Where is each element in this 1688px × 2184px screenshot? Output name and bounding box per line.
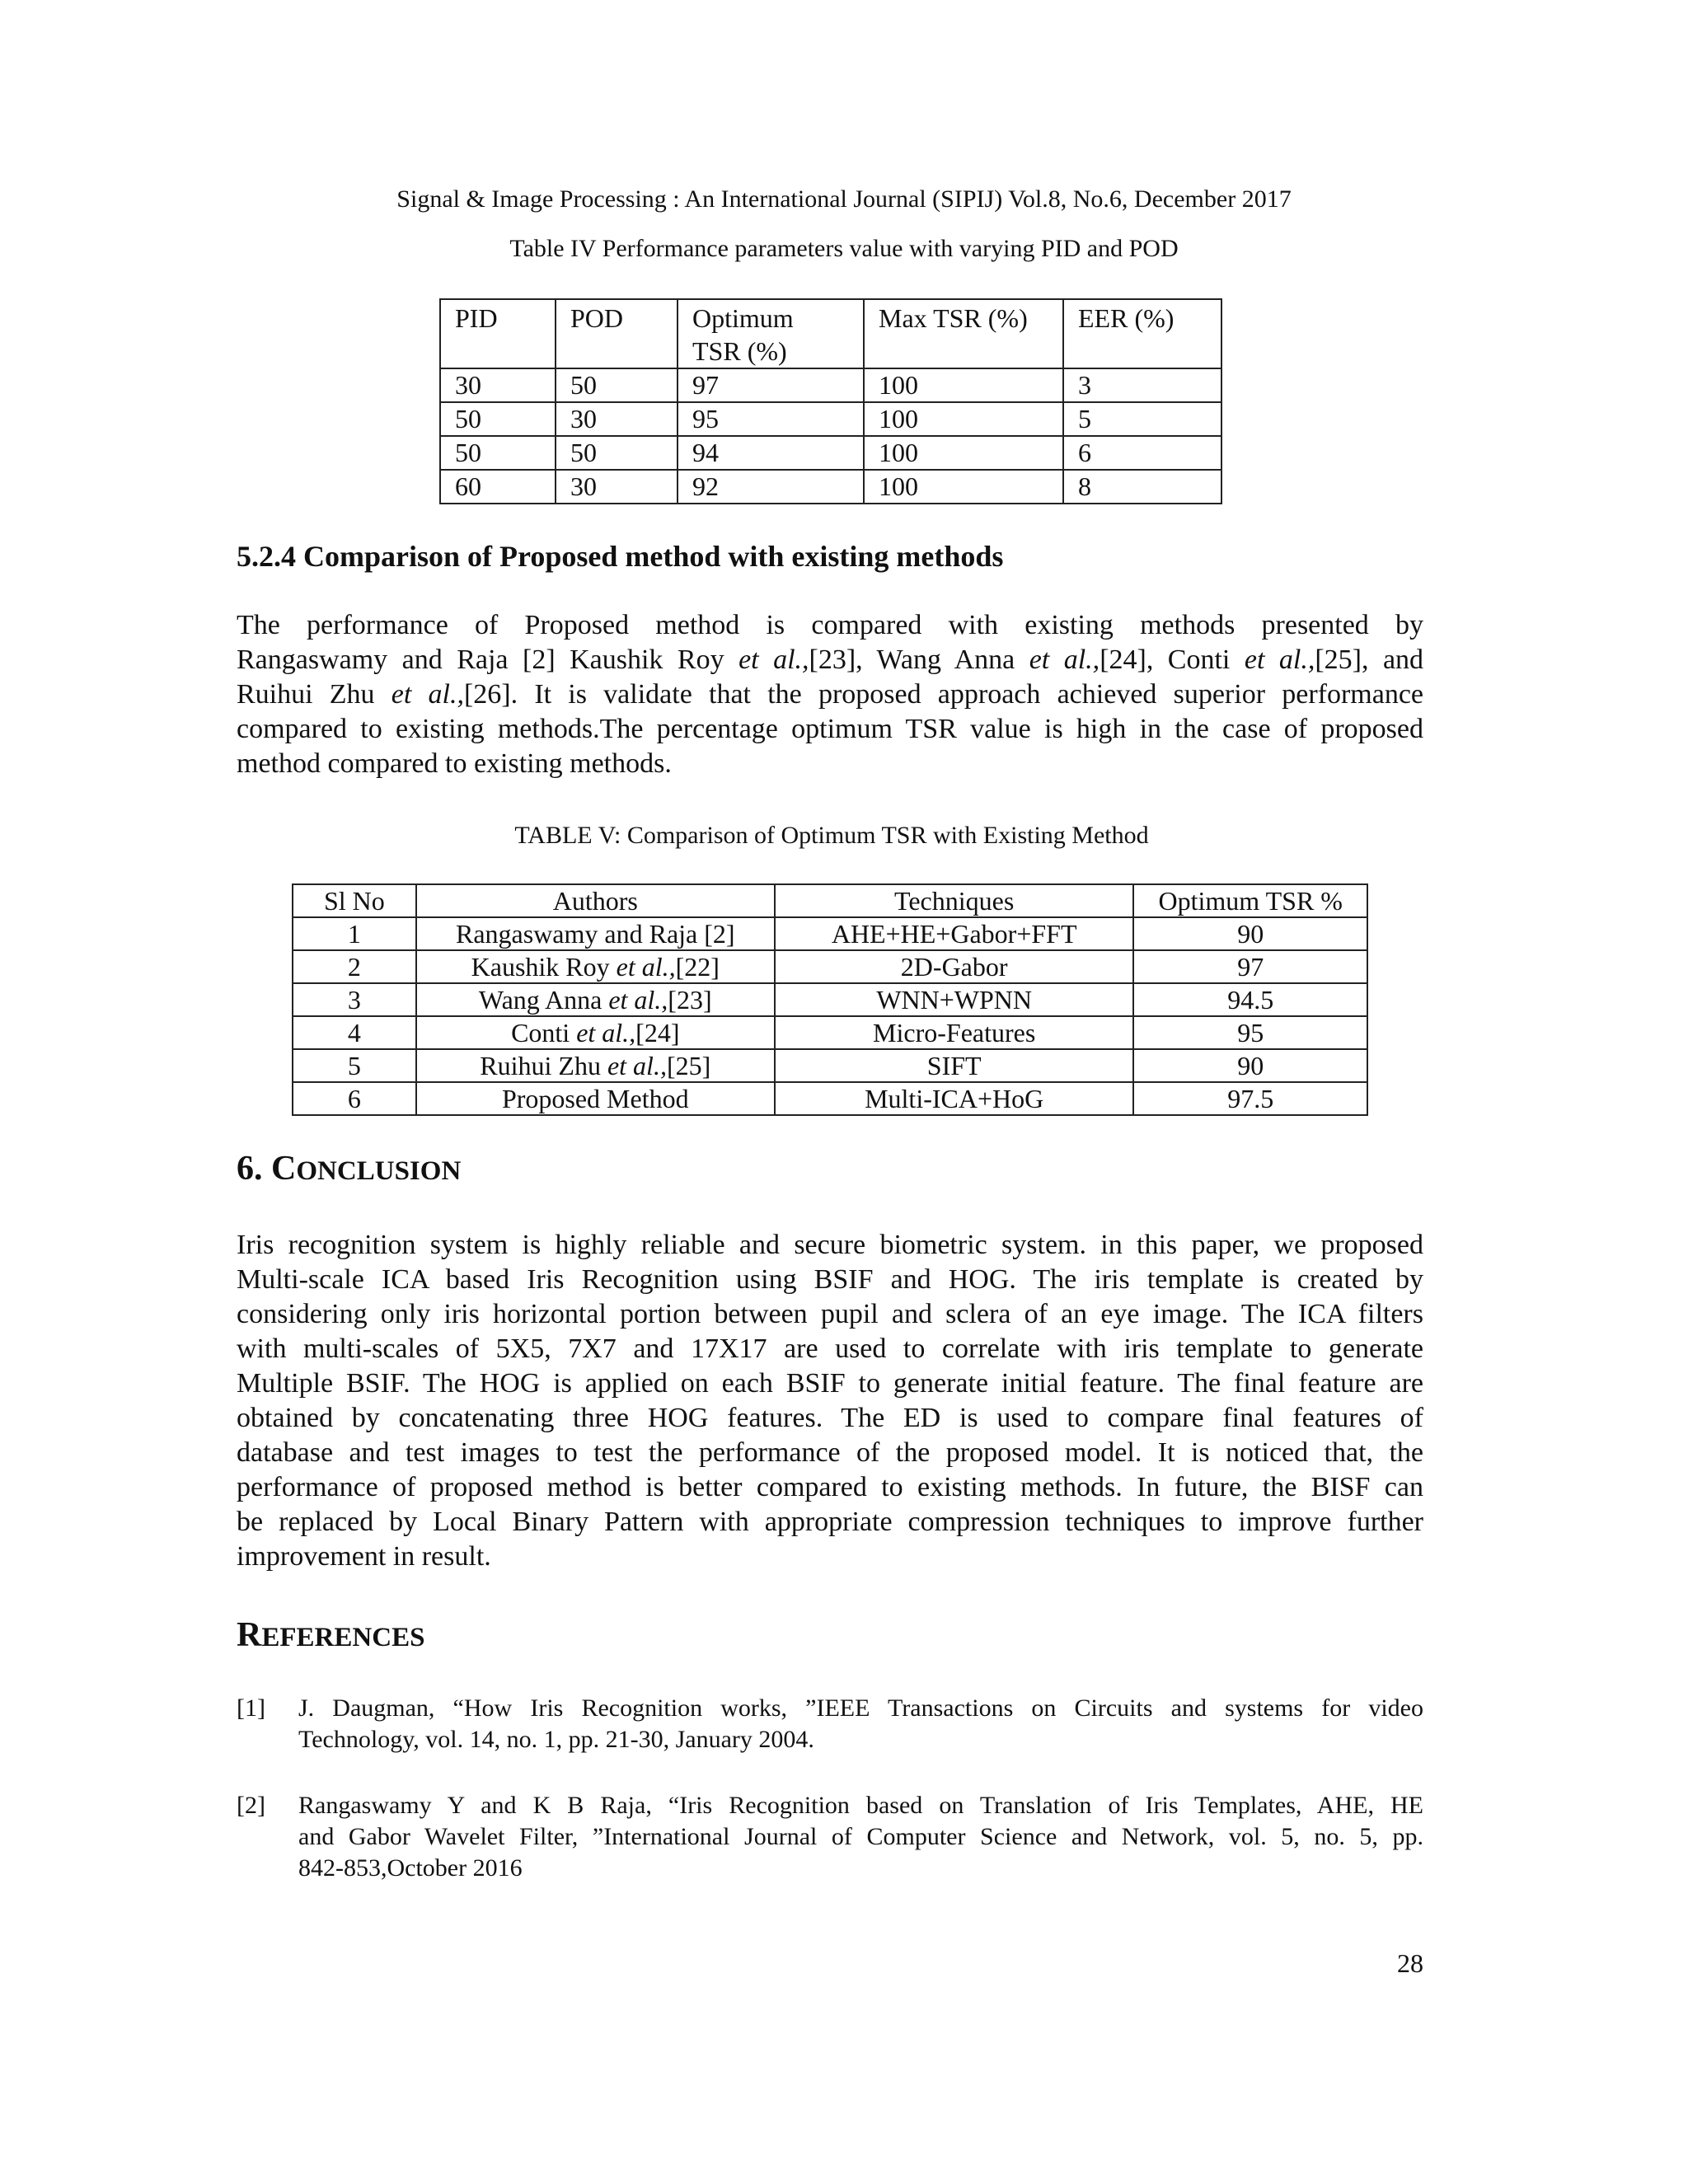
table-cell: 95: [1133, 1016, 1367, 1049]
table-header-cell: Max TSR (%): [864, 299, 1063, 368]
paragraph-line: improvement in result.: [237, 1541, 491, 1572]
table-header-cell: Optimum TSR %: [1133, 884, 1367, 917]
reference-line: J. Daugman, “How Iris Recognition works, ”IEEE Transactions on Circuits and systems for video: [298, 1694, 1423, 1722]
table-row: [293, 1016, 1367, 1049]
table-cell: 50: [556, 368, 678, 402]
table-cell: 30: [556, 470, 678, 504]
table-cell: 8: [1063, 470, 1221, 504]
conclusion-paragraph: [237, 1228, 1423, 1574]
table-cell: 6: [1063, 436, 1221, 470]
table-header-row: [293, 884, 1367, 917]
table-cell: 60: [440, 470, 556, 504]
table-row: [440, 368, 1221, 402]
table-cell: 3: [1063, 368, 1221, 402]
table-cell: Ruihui Zhu et al.,[25]: [416, 1049, 775, 1082]
table-cell: 30: [440, 368, 556, 402]
paragraph-line: compared to existing methods.The percentage optimum TSR value is high in the case of proposed: [237, 714, 1423, 744]
paragraph-line: Rangaswamy and Raja [2] Kaushik Roy et al.,[23], Wang Anna et al.,[24], Conti et al.,[25], and: [237, 644, 1424, 675]
paragraph-line: method compared to existing methods.: [237, 748, 672, 779]
table-row: [440, 402, 1221, 436]
table5-comparison-optimum-tsr: [292, 883, 1368, 1116]
paragraph-line: The performance of Proposed method is compared with existing methods presented by: [237, 610, 1423, 640]
table-cell: 4: [293, 1016, 416, 1049]
optimum-tsr-header-text: Optimum TSR (%): [692, 303, 794, 366]
table-cell: Micro-Features: [775, 1016, 1134, 1049]
paragraph-line: obtained by concatenating three HOG features. The ED is used to compare final features of: [237, 1403, 1423, 1433]
table-cell: Wang Anna et al.,[23]: [416, 983, 775, 1016]
paragraph-line: with multi-scales of 5X5, 7X7 and 17X17 are used to correlate with iris template to generate: [237, 1333, 1423, 1364]
paragraph-line: be replaced by Local Binary Pattern with appropriate compression techniques to improve further: [237, 1507, 1423, 1537]
references-heading: REFERENCES: [237, 1616, 425, 1654]
table4-performance-parameters: [439, 298, 1222, 504]
table-cell: Rangaswamy and Raja [2]: [416, 917, 775, 950]
reference-line: 842-853,October 2016: [298, 1854, 523, 1882]
table-cell: Proposed Method: [416, 1082, 775, 1115]
table-cell: 95: [678, 402, 864, 436]
table-cell: 2D-Gabor: [775, 950, 1134, 983]
comparison-paragraph: [237, 608, 1423, 781]
table-header-row: [440, 299, 1221, 368]
paragraph-line: database and test images to test the performance of the proposed model. It is noticed that, the: [237, 1437, 1423, 1468]
reference-number: [2]: [237, 1792, 265, 1819]
table-cell: 5: [1063, 402, 1221, 436]
table-row: [293, 1082, 1367, 1115]
table-cell: 92: [678, 470, 864, 504]
table-cell: Kaushik Roy et al.,[22]: [416, 950, 775, 983]
table-cell: 50: [556, 436, 678, 470]
table-header-cell: [678, 299, 864, 368]
table-header-cell: Authors: [416, 884, 775, 917]
table-cell: 3: [293, 983, 416, 1016]
table-cell: WNN+WPNN: [775, 983, 1134, 1016]
table-cell: SIFT: [775, 1049, 1134, 1082]
table-row: [293, 983, 1367, 1016]
table-row: [293, 1049, 1367, 1082]
table-cell: 100: [864, 368, 1063, 402]
paragraph-line: performance of proposed method is better compared to existing methods. In future, the BISF can: [237, 1472, 1423, 1502]
journal-header: Signal & Image Processing : An International Journal (SIPIJ) Vol.8, No.6, December 2017: [396, 185, 1292, 213]
table-cell: 30: [556, 402, 678, 436]
paragraph-line: considering only iris horizontal portion between pupil and sclera of an eye image. The ICA filters: [237, 1299, 1423, 1329]
table-cell: Multi-ICA+HoG: [775, 1082, 1134, 1115]
table-cell: 6: [293, 1082, 416, 1115]
table-header-cell: Techniques: [775, 884, 1134, 917]
page-number: 28: [1397, 1948, 1423, 1978]
table-header-cell: EER (%): [1063, 299, 1221, 368]
table-cell: 100: [864, 436, 1063, 470]
table-header-cell: Sl No: [293, 884, 416, 917]
table-cell: Conti et al.,[24]: [416, 1016, 775, 1049]
table-cell: 50: [440, 436, 556, 470]
table-cell: 90: [1133, 917, 1367, 950]
paragraph-line: Iris recognition system is highly reliable and secure biometric system. in this paper, we proposed: [237, 1230, 1423, 1260]
table5-caption: TABLE V: Comparison of Optimum TSR with Existing Method: [514, 822, 1149, 849]
reference-line: Rangaswamy Y and K B Raja, “Iris Recognition based on Translation of Iris Templates, AHE, HE: [298, 1792, 1423, 1819]
table-cell: 100: [864, 402, 1063, 436]
paragraph-line: Multiple BSIF. The HOG is applied on each BSIF to generate initial feature. The final feature are: [237, 1368, 1423, 1399]
table-cell: 94: [678, 436, 864, 470]
reference-line: and Gabor Wavelet Filter, ”International Journal of Computer Science and Network, vol. 5, no. 5, pp.: [298, 1823, 1423, 1850]
table-header-cell: POD: [556, 299, 678, 368]
table-row: [440, 470, 1221, 504]
table-cell: 90: [1133, 1049, 1367, 1082]
table-cell: 97: [1133, 950, 1367, 983]
table4-caption: Table IV Performance parameters value with varying PID and POD: [509, 235, 1179, 262]
table-cell: 5: [293, 1049, 416, 1082]
table-cell: 1: [293, 917, 416, 950]
reference-number: [1]: [237, 1694, 265, 1722]
table-header-cell: PID: [440, 299, 556, 368]
table-row: [440, 436, 1221, 470]
reference-text: [298, 1790, 1423, 1884]
section-heading-5-2-4: 5.2.4 Comparison of Proposed method with existing methods: [237, 540, 1004, 573]
table-cell: 94.5: [1133, 983, 1367, 1016]
reference-text: [298, 1693, 1423, 1755]
paragraph-line: Ruihui Zhu et al.,[26]. It is validate that the proposed approach achieved superior performance: [237, 679, 1424, 710]
table-cell: 97: [678, 368, 864, 402]
table-cell: AHE+HE+Gabor+FFT: [775, 917, 1134, 950]
paragraph-line: Multi-scale ICA based Iris Recognition using BSIF and HOG. The iris template is created by: [237, 1264, 1423, 1295]
table-row: [293, 950, 1367, 983]
table-cell: 100: [864, 470, 1063, 504]
table-cell: 2: [293, 950, 416, 983]
reference-line: Technology, vol. 14, no. 1, pp. 21-30, January 2004.: [298, 1726, 814, 1753]
table-cell: 50: [440, 402, 556, 436]
section-heading-conclusion: 6. CONCLUSION: [237, 1150, 462, 1188]
table-row: [293, 917, 1367, 950]
table-cell: 97.5: [1133, 1082, 1367, 1115]
